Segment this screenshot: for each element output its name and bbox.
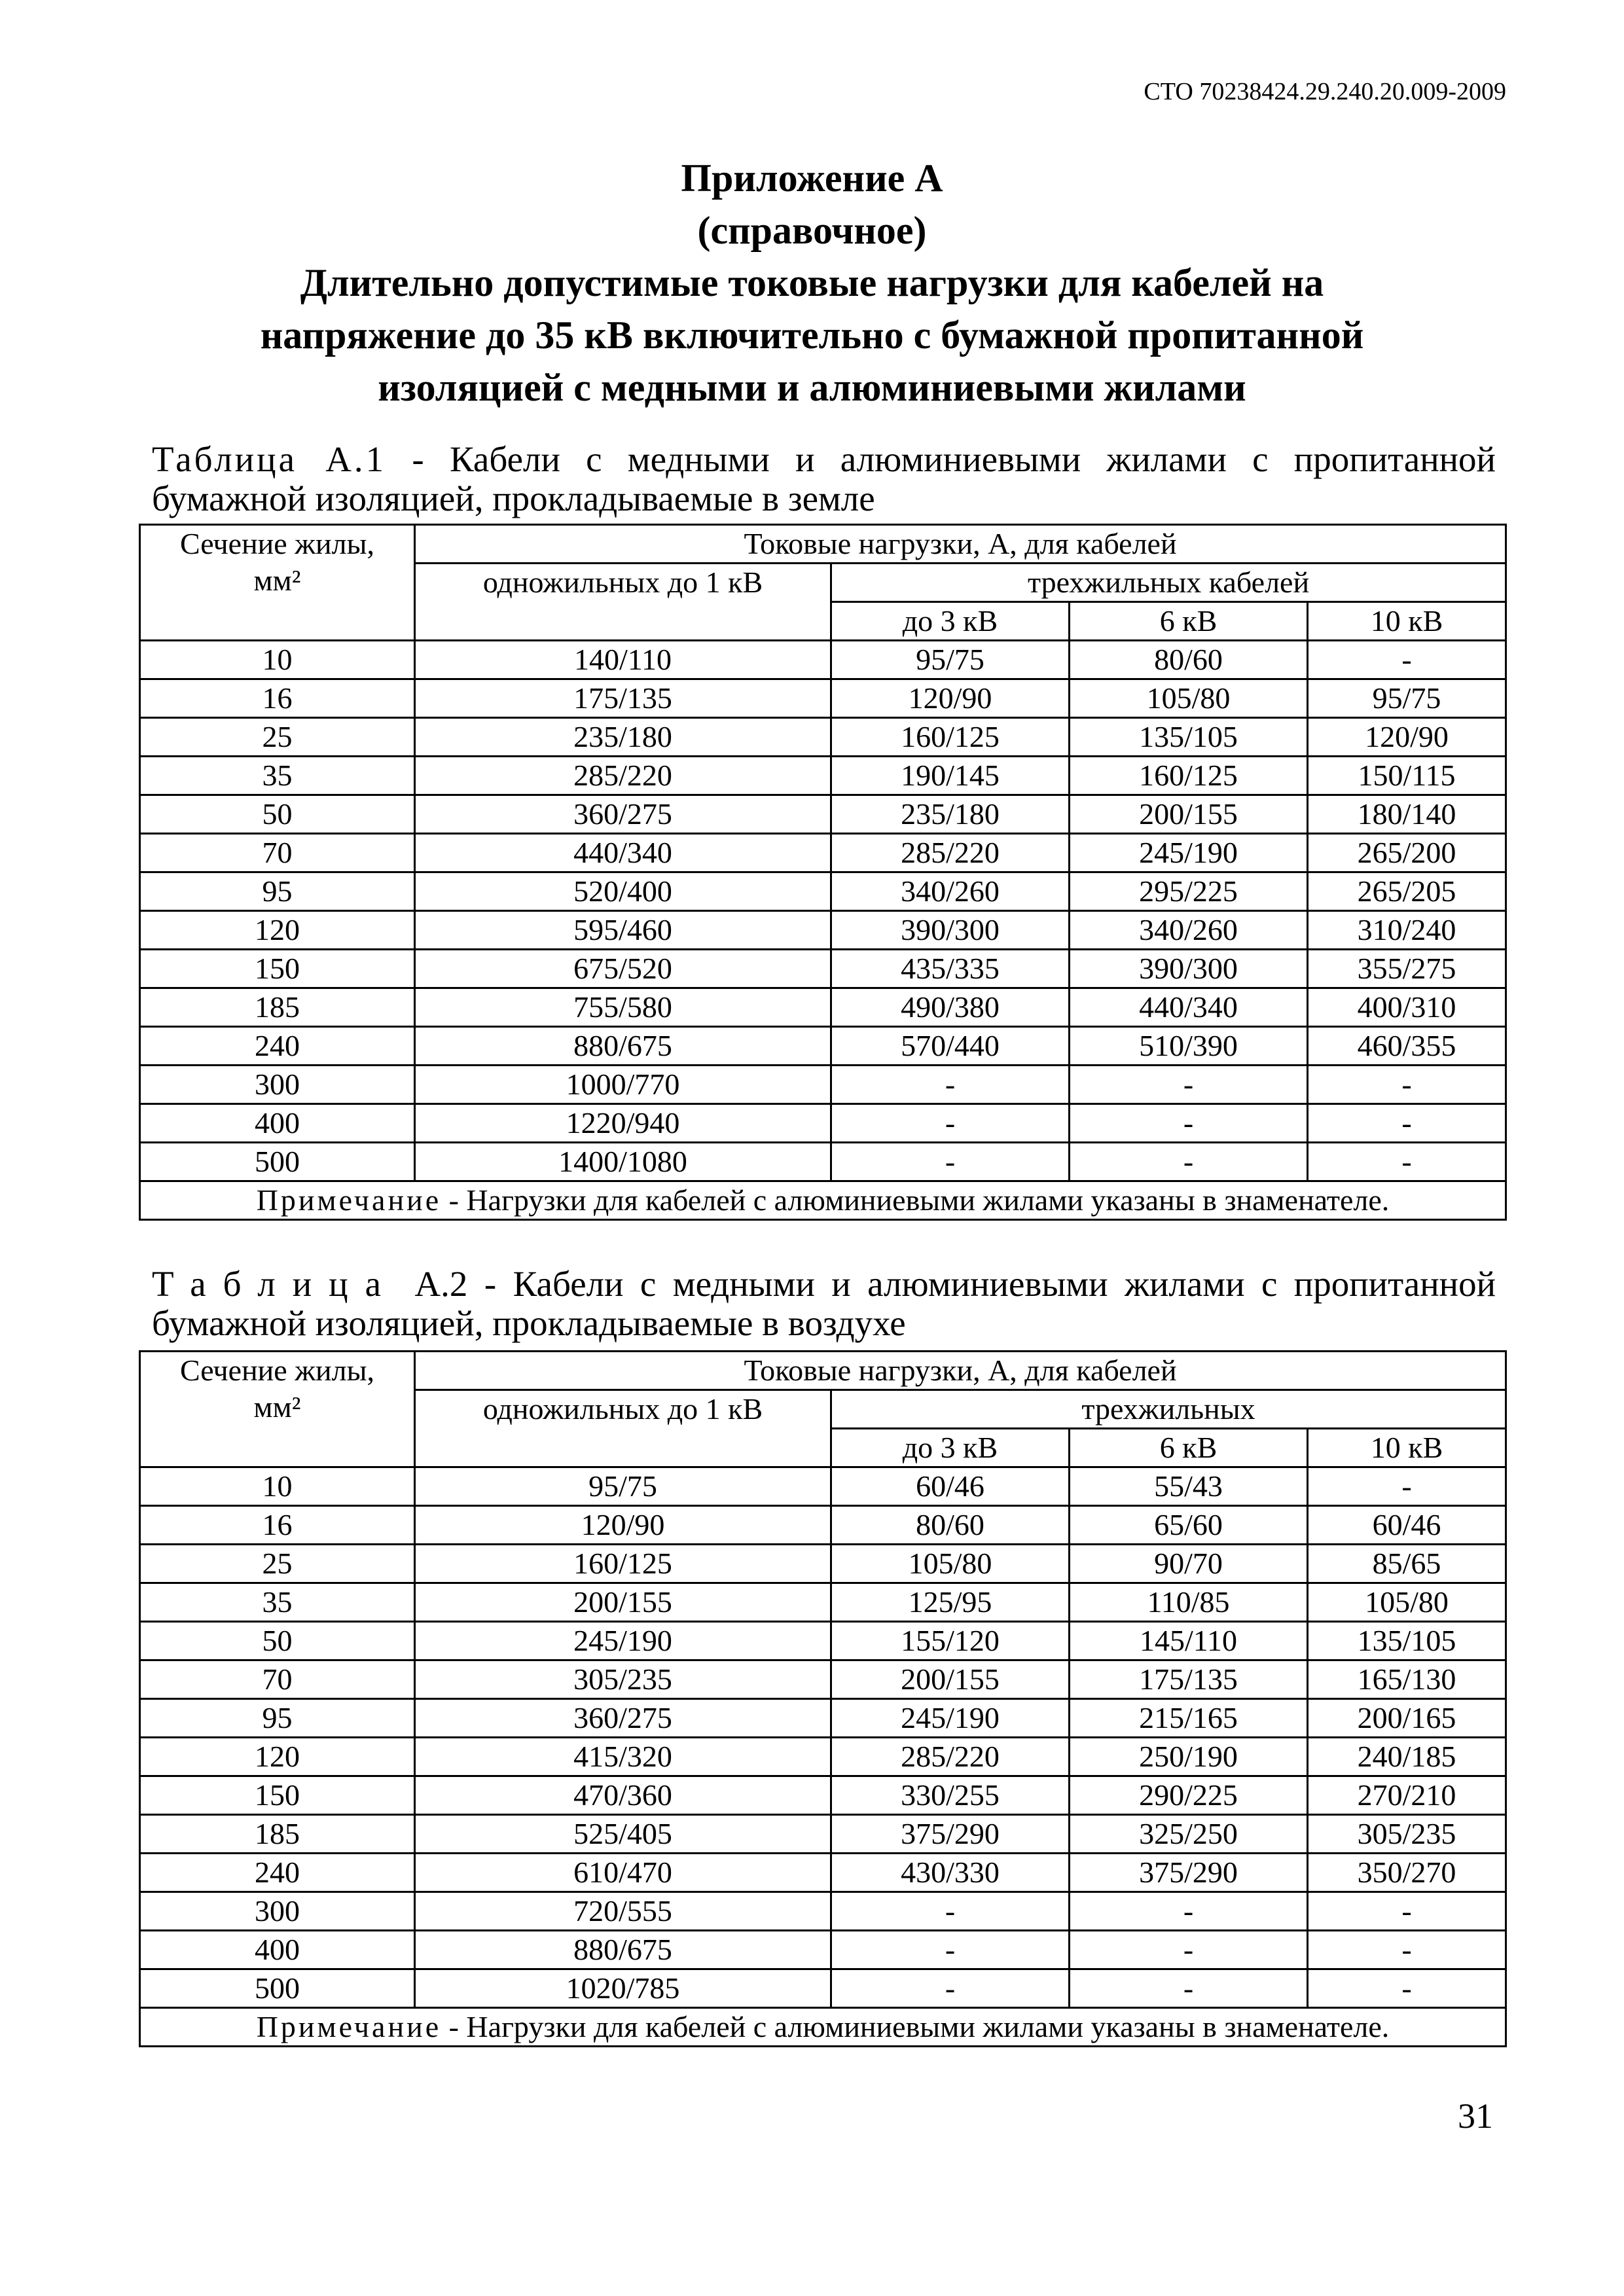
table-1-caption-line-2: бумажной изоляцией, прокладываемые в земле [152, 478, 875, 518]
table-1-caption [152, 440, 1496, 518]
cell-three-core-6kv: 510/390 [1070, 1027, 1308, 1066]
cell-single-core: 360/275 [415, 795, 831, 834]
cell-section: 300 [140, 1892, 415, 1931]
table-1-label: Таблица А.1 [152, 439, 387, 479]
table-2-section-unit: мм² [253, 1390, 301, 1424]
table-row [140, 1506, 1506, 1545]
cell-section: 70 [140, 834, 415, 872]
table-2-voltage-3kv-header: до 3 кВ [831, 1429, 1070, 1467]
cell-single-core: 470/360 [415, 1776, 831, 1815]
cell-three-core-6kv: 325/250 [1070, 1815, 1308, 1854]
table-1-note-label: Примечание [256, 1183, 442, 1217]
table-row [140, 1622, 1506, 1660]
cell-three-core-3kv: 490/380 [831, 988, 1070, 1027]
cell-section: 25 [140, 1545, 415, 1583]
cell-three-core-3kv: 375/290 [831, 1815, 1070, 1854]
table-2-note-label: Примечание [256, 2010, 442, 2043]
table-row [140, 1931, 1506, 1969]
table-1 [139, 524, 1507, 1221]
table-2-header-row-1 [140, 1352, 1506, 1390]
cell-three-core-6kv: 80/60 [1070, 641, 1308, 679]
table-2-label: Таблица [152, 1264, 398, 1304]
cell-section: 400 [140, 1931, 415, 1969]
cell-three-core-3kv: - [831, 1143, 1070, 1181]
table-1-voltage-6kv-header: 6 кВ [1070, 602, 1308, 641]
cell-three-core-3kv: 105/80 [831, 1545, 1070, 1583]
cell-section: 10 [140, 641, 415, 679]
appendix-status: (справочное) [697, 209, 927, 252]
table-row [140, 950, 1506, 988]
cell-single-core: 415/320 [415, 1738, 831, 1776]
cell-three-core-3kv: - [831, 1931, 1070, 1969]
cell-three-core-6kv: 245/190 [1070, 834, 1308, 872]
cell-three-core-3kv: 190/145 [831, 757, 1070, 795]
table-1-header-row-1 [140, 525, 1506, 564]
cell-section: 95 [140, 872, 415, 911]
cell-three-core-6kv: 65/60 [1070, 1506, 1308, 1545]
cell-three-core-3kv: 95/75 [831, 641, 1070, 679]
cell-three-core-10kv: 400/310 [1308, 988, 1506, 1027]
cell-three-core-6kv: - [1070, 1143, 1308, 1181]
table-2-three-core-header: трехжильных [831, 1390, 1506, 1429]
cell-single-core: 175/135 [415, 679, 831, 718]
table-row [140, 718, 1506, 757]
table-2-note [140, 2008, 1506, 2047]
cell-three-core-10kv: 60/46 [1308, 1506, 1506, 1545]
cell-three-core-3kv: 390/300 [831, 911, 1070, 950]
appendix-title: Приложение А [681, 156, 943, 200]
cell-three-core-6kv: 105/80 [1070, 679, 1308, 718]
table-row [140, 757, 1506, 795]
cell-three-core-3kv: 245/190 [831, 1699, 1070, 1738]
cell-three-core-3kv: 60/46 [831, 1467, 1070, 1506]
appendix-subject-line-3: изоляцией с медными и алюминиевыми жилами [378, 366, 1246, 409]
cell-three-core-10kv: 350/270 [1308, 1854, 1506, 1892]
cell-three-core-3kv: 160/125 [831, 718, 1070, 757]
cell-single-core: 140/110 [415, 641, 831, 679]
cell-three-core-6kv: - [1070, 1104, 1308, 1143]
table-row [140, 1583, 1506, 1622]
table-1-section-unit: мм² [253, 564, 301, 597]
cell-single-core: 245/190 [415, 1622, 831, 1660]
table-1-single-core-header: одножильных до 1 кВ [415, 564, 831, 641]
table-1-section-label: Сечение жилы, [180, 527, 374, 560]
appendix-subject-line-1: Длительно допустимые токовые нагрузки для кабелей на [300, 261, 1324, 304]
cell-three-core-3kv: - [831, 1969, 1070, 2008]
cell-three-core-10kv: - [1308, 1104, 1506, 1143]
cell-single-core: 440/340 [415, 834, 831, 872]
cell-three-core-3kv: 570/440 [831, 1027, 1070, 1066]
cell-section: 35 [140, 757, 415, 795]
table-2 [139, 1350, 1507, 2047]
cell-section: 120 [140, 911, 415, 950]
cell-single-core: 305/235 [415, 1660, 831, 1699]
cell-three-core-6kv: - [1070, 1931, 1308, 1969]
cell-three-core-10kv: - [1308, 1892, 1506, 1931]
cell-single-core: 95/75 [415, 1467, 831, 1506]
table-2-caption [152, 1265, 1496, 1343]
table-row [140, 1104, 1506, 1143]
cell-three-core-10kv: 355/275 [1308, 950, 1506, 988]
table-row [140, 1545, 1506, 1583]
table-2-single-core-header: одножильных до 1 кВ [415, 1390, 831, 1467]
table-2-section-header [140, 1352, 415, 1467]
table-1-note-text: - Нагрузки для кабелей с алюминиевыми жилами указаны в знаменателе. [441, 1183, 1390, 1217]
table-2-section-label: Сечение жилы, [180, 1354, 374, 1387]
cell-three-core-3kv: - [831, 1892, 1070, 1931]
cell-section: 16 [140, 679, 415, 718]
cell-single-core: 1400/1080 [415, 1143, 831, 1181]
cell-three-core-6kv: 290/225 [1070, 1776, 1308, 1815]
table-row [140, 834, 1506, 872]
cell-three-core-10kv: 305/235 [1308, 1815, 1506, 1854]
cell-section: 50 [140, 1622, 415, 1660]
cell-section: 35 [140, 1583, 415, 1622]
document-code: СТО 70238424.29.240.20.009-2009 [1144, 78, 1506, 105]
cell-three-core-10kv: 135/105 [1308, 1622, 1506, 1660]
cell-three-core-3kv: 125/95 [831, 1583, 1070, 1622]
cell-three-core-6kv: 145/110 [1070, 1622, 1308, 1660]
cell-three-core-10kv: 270/210 [1308, 1776, 1506, 1815]
cell-three-core-10kv: 240/185 [1308, 1738, 1506, 1776]
cell-three-core-6kv: 440/340 [1070, 988, 1308, 1027]
cell-three-core-6kv: 110/85 [1070, 1583, 1308, 1622]
cell-three-core-6kv: - [1070, 1066, 1308, 1104]
cell-three-core-10kv: 265/200 [1308, 834, 1506, 872]
cell-section: 70 [140, 1660, 415, 1699]
cell-section: 240 [140, 1027, 415, 1066]
cell-section: 150 [140, 950, 415, 988]
cell-single-core: 880/675 [415, 1027, 831, 1066]
table-row [140, 679, 1506, 718]
table-1-loads-header: Токовые нагрузки, А, для кабелей [415, 525, 1506, 564]
cell-three-core-6kv: 375/290 [1070, 1854, 1308, 1892]
cell-three-core-6kv: 250/190 [1070, 1738, 1308, 1776]
cell-three-core-10kv: - [1308, 1143, 1506, 1181]
cell-three-core-10kv: - [1308, 1066, 1506, 1104]
cell-three-core-10kv: - [1308, 1969, 1506, 2008]
appendix-subject-line-2: напряжение до 35 кВ включительно с бумажной пропитанной [260, 314, 1364, 357]
table-1-body [140, 641, 1506, 1181]
table-1-section-header [140, 525, 415, 641]
table-row [140, 872, 1506, 911]
table-1-voltage-10kv-header: 10 кВ [1308, 602, 1506, 641]
table-2-loads-header: Токовые нагрузки, А, для кабелей [415, 1352, 1506, 1390]
table-row [140, 1143, 1506, 1181]
cell-three-core-3kv: - [831, 1066, 1070, 1104]
cell-three-core-10kv: 120/90 [1308, 718, 1506, 757]
cell-single-core: 610/470 [415, 1854, 831, 1892]
table-row [140, 641, 1506, 679]
cell-three-core-3kv: - [831, 1104, 1070, 1143]
cell-single-core: 285/220 [415, 757, 831, 795]
cell-single-core: 1020/785 [415, 1969, 831, 2008]
cell-three-core-6kv: 160/125 [1070, 757, 1308, 795]
table-row [140, 988, 1506, 1027]
cell-section: 25 [140, 718, 415, 757]
cell-three-core-10kv: 310/240 [1308, 911, 1506, 950]
cell-three-core-10kv: 105/80 [1308, 1583, 1506, 1622]
cell-three-core-6kv: 200/155 [1070, 795, 1308, 834]
cell-single-core: 880/675 [415, 1931, 831, 1969]
cell-single-core: 360/275 [415, 1699, 831, 1738]
cell-single-core: 160/125 [415, 1545, 831, 1583]
cell-three-core-6kv: - [1070, 1969, 1308, 2008]
cell-single-core: 235/180 [415, 718, 831, 757]
cell-three-core-10kv: 265/205 [1308, 872, 1506, 911]
table-row [140, 1854, 1506, 1892]
cell-section: 500 [140, 1969, 415, 2008]
cell-three-core-10kv: 95/75 [1308, 679, 1506, 718]
cell-three-core-3kv: 80/60 [831, 1506, 1070, 1545]
table-row [140, 1699, 1506, 1738]
appendix-heading [0, 152, 1624, 414]
cell-three-core-6kv: 175/135 [1070, 1660, 1308, 1699]
table-row [140, 1892, 1506, 1931]
cell-three-core-3kv: 435/335 [831, 950, 1070, 988]
table-2-body [140, 1467, 1506, 2008]
cell-single-core: 200/155 [415, 1583, 831, 1622]
table-1-note-row [140, 1181, 1506, 1220]
cell-section: 185 [140, 1815, 415, 1854]
cell-three-core-6kv: 390/300 [1070, 950, 1308, 988]
cell-single-core: 755/580 [415, 988, 831, 1027]
cell-three-core-3kv: 340/260 [831, 872, 1070, 911]
table-2-voltage-6kv-header: 6 кВ [1070, 1429, 1308, 1467]
table-row [140, 1467, 1506, 1506]
cell-three-core-10kv: 180/140 [1308, 795, 1506, 834]
cell-three-core-3kv: 155/120 [831, 1622, 1070, 1660]
cell-single-core: 1000/770 [415, 1066, 831, 1104]
cell-three-core-10kv: - [1308, 1931, 1506, 1969]
table-row [140, 1815, 1506, 1854]
cell-three-core-6kv: 295/225 [1070, 872, 1308, 911]
cell-three-core-10kv: 200/165 [1308, 1699, 1506, 1738]
cell-section: 300 [140, 1066, 415, 1104]
cell-single-core: 675/520 [415, 950, 831, 988]
cell-section: 400 [140, 1104, 415, 1143]
table-2-label-number: А.2 [414, 1264, 468, 1304]
table-2-caption-line-2: бумажной изоляцией, прокладываемые в воздухе [152, 1303, 906, 1343]
cell-section: 120 [140, 1738, 415, 1776]
cell-single-core: 525/405 [415, 1815, 831, 1854]
cell-three-core-10kv: 460/355 [1308, 1027, 1506, 1066]
cell-single-core: 520/400 [415, 872, 831, 911]
cell-section: 150 [140, 1776, 415, 1815]
cell-three-core-10kv: - [1308, 1467, 1506, 1506]
table-2-note-row [140, 2008, 1506, 2047]
cell-three-core-3kv: 285/220 [831, 834, 1070, 872]
cell-single-core: 720/555 [415, 1892, 831, 1931]
cell-section: 185 [140, 988, 415, 1027]
cell-section: 240 [140, 1854, 415, 1892]
table-row [140, 795, 1506, 834]
cell-three-core-3kv: 120/90 [831, 679, 1070, 718]
cell-three-core-3kv: 200/155 [831, 1660, 1070, 1699]
cell-single-core: 595/460 [415, 911, 831, 950]
table-1-note [140, 1181, 1506, 1220]
table-row [140, 1738, 1506, 1776]
page-number: 31 [1458, 2096, 1493, 2136]
table-2-voltage-10kv-header: 10 кВ [1308, 1429, 1506, 1467]
cell-three-core-3kv: 235/180 [831, 795, 1070, 834]
table-row [140, 1066, 1506, 1104]
cell-single-core: 1220/940 [415, 1104, 831, 1143]
cell-section: 10 [140, 1467, 415, 1506]
cell-three-core-6kv: 340/260 [1070, 911, 1308, 950]
table-row [140, 911, 1506, 950]
cell-three-core-6kv: - [1070, 1892, 1308, 1931]
cell-single-core: 120/90 [415, 1506, 831, 1545]
table-2-caption-text: - Кабели с медными и алюминиевыми жилами с пропитанной [467, 1264, 1496, 1304]
cell-section: 50 [140, 795, 415, 834]
cell-section: 16 [140, 1506, 415, 1545]
cell-three-core-10kv: 85/65 [1308, 1545, 1506, 1583]
cell-three-core-6kv: 90/70 [1070, 1545, 1308, 1583]
table-2-note-text: - Нагрузки для кабелей с алюминиевыми жилами указаны в знаменателе. [441, 2010, 1390, 2043]
cell-three-core-10kv: 165/130 [1308, 1660, 1506, 1699]
cell-section: 500 [140, 1143, 415, 1181]
cell-three-core-3kv: 330/255 [831, 1776, 1070, 1815]
cell-three-core-6kv: 215/165 [1070, 1699, 1308, 1738]
cell-three-core-3kv: 430/330 [831, 1854, 1070, 1892]
table-1-caption-text: - Кабели с медными и алюминиевыми жилами с пропитанной [386, 439, 1496, 479]
cell-section: 95 [140, 1699, 415, 1738]
table-1-three-core-header: трехжильных кабелей [831, 564, 1506, 602]
cell-three-core-6kv: 55/43 [1070, 1467, 1308, 1506]
table-1-voltage-3kv-header: до 3 кВ [831, 602, 1070, 641]
cell-three-core-10kv: 150/115 [1308, 757, 1506, 795]
table-2-caption-line-1 [152, 1265, 1496, 1304]
cell-three-core-10kv: - [1308, 641, 1506, 679]
cell-three-core-6kv: 135/105 [1070, 718, 1308, 757]
table-row [140, 1969, 1506, 2008]
table-row [140, 1776, 1506, 1815]
table-row [140, 1027, 1506, 1066]
table-row [140, 1660, 1506, 1699]
table-1-caption-line-1 [152, 440, 1496, 479]
cell-three-core-3kv: 285/220 [831, 1738, 1070, 1776]
